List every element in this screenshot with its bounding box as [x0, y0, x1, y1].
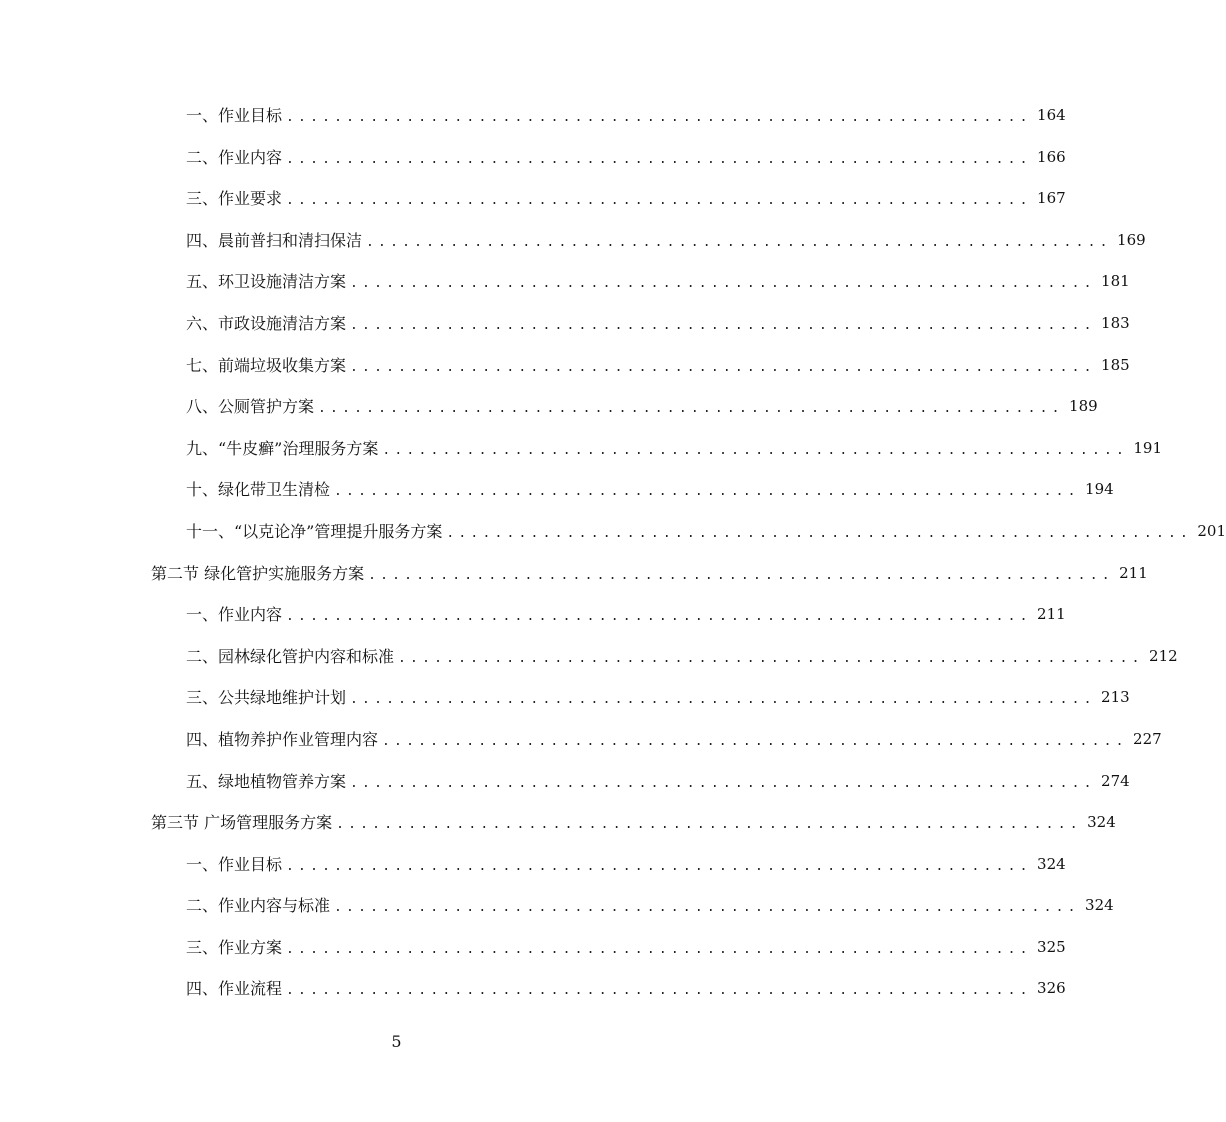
toc-entry[interactable]	[0, 178, 1066, 220]
toc-entry-label: 第二节 绿化管护实施服务方案	[151, 563, 365, 583]
toc-entry[interactable]	[0, 594, 1066, 636]
toc-entry-label: 七、前端垃圾收集方案	[186, 355, 347, 375]
toc-entry-page: 194	[1085, 480, 1114, 499]
toc-entry-page: 185	[1101, 355, 1130, 374]
toc-entry[interactable]	[0, 95, 1066, 137]
toc-entry-page: 201	[1197, 521, 1226, 540]
toc-entry[interactable]	[0, 636, 1178, 678]
toc-entry-page: 167	[1037, 189, 1066, 208]
toc-entry[interactable]	[0, 469, 1114, 511]
toc-dot-leader: ..............................................................	[446, 525, 1193, 541]
toc-dot-leader: ..............................................................	[334, 900, 1080, 916]
toc-dot-leader: ..............................................................	[334, 484, 1080, 500]
toc-dot-leader: ..............................................................	[286, 983, 1032, 999]
table-of-contents	[0, 95, 1226, 1010]
toc-entry-label: 二、作业内容	[186, 147, 283, 167]
toc-entry-page: 325	[1037, 937, 1066, 956]
toc-entry[interactable]	[0, 927, 1066, 969]
toc-entry[interactable]	[0, 719, 1162, 761]
toc-entry-label: 第三节 广场管理服务方案	[151, 813, 333, 833]
toc-entry-label: 一、作业目标	[186, 854, 283, 874]
footer-page-number: 5	[391, 1032, 402, 1051]
toc-entry-page: 211	[1037, 605, 1066, 624]
toc-entry[interactable]	[0, 968, 1066, 1010]
toc-entry[interactable]	[0, 677, 1130, 719]
toc-dot-leader: ..............................................................	[350, 359, 1096, 375]
toc-dot-leader: ..............................................................	[382, 442, 1129, 458]
toc-dot-leader: ..............................................................	[336, 817, 1082, 833]
toc-entry-page: 326	[1037, 979, 1066, 998]
toc-dot-leader: ..............................................................	[286, 609, 1032, 625]
toc-entry-label: 八、公厕管护方案	[186, 397, 315, 417]
toc-entry-page: 191	[1133, 438, 1163, 457]
toc-entry[interactable]	[0, 303, 1130, 345]
toc-entry[interactable]	[0, 511, 1226, 553]
toc-entry[interactable]	[0, 844, 1066, 886]
toc-entry-page: 324	[1087, 813, 1116, 832]
toc-entry-page: 166	[1037, 147, 1066, 166]
toc-section-entry[interactable]	[0, 553, 1148, 595]
toc-entry-page: 227	[1133, 729, 1162, 748]
toc-entry-page: 212	[1149, 646, 1178, 665]
toc-entry-label: 一、作业内容	[186, 605, 283, 625]
toc-entry-label: 三、作业要求	[186, 189, 283, 209]
toc-dot-leader: ..............................................................	[286, 193, 1032, 209]
toc-entry-label: 三、作业方案	[186, 937, 283, 957]
toc-entry[interactable]	[0, 345, 1130, 387]
toc-section-entry[interactable]	[0, 802, 1116, 844]
toc-entry-page: 324	[1085, 896, 1114, 915]
toc-dot-leader: ..............................................................	[366, 234, 1112, 250]
toc-entry[interactable]	[0, 220, 1146, 262]
toc-entry-page: 183	[1101, 313, 1130, 332]
toc-entry-label: 五、绿地植物管养方案	[186, 771, 347, 791]
toc-dot-leader: ..............................................................	[350, 276, 1096, 292]
toc-entry-label: 四、作业流程	[186, 979, 283, 999]
toc-dot-leader: ..............................................................	[318, 401, 1064, 417]
toc-dot-leader: ..............................................................	[286, 110, 1032, 125]
toc-dot-leader: ..............................................................	[350, 692, 1096, 708]
toc-entry-label: 五、环卫设施清洁方案	[186, 272, 347, 292]
toc-dot-leader: ..............................................................	[286, 941, 1032, 957]
toc-entry-label: 一、作业目标	[186, 106, 283, 125]
toc-entry-label: 十、绿化带卫生清检	[186, 480, 331, 500]
toc-entry-label: 九、“牛皮癣”治理服务方案	[186, 438, 379, 458]
toc-entry-page: 169	[1117, 230, 1146, 249]
toc-entry-label: 三、公共绿地维护计划	[186, 688, 347, 708]
toc-entry[interactable]	[0, 761, 1130, 803]
toc-entry-page: 213	[1101, 688, 1130, 707]
toc-entry[interactable]	[0, 386, 1098, 428]
toc-entry-page: 164	[1037, 106, 1066, 124]
toc-entry-label: 四、植物养护作业管理内容	[186, 729, 379, 749]
toc-entry-page: 189	[1069, 397, 1098, 416]
toc-entry-page: 181	[1101, 272, 1130, 291]
toc-entry-label: 十一、“以克论净”管理提升服务方案	[186, 521, 443, 541]
toc-dot-leader: ..............................................................	[286, 858, 1032, 874]
toc-entry-label: 二、作业内容与标准	[186, 896, 331, 916]
toc-entry-page: 324	[1037, 854, 1066, 873]
toc-entry-page: 274	[1101, 771, 1130, 790]
toc-entry[interactable]	[0, 137, 1066, 179]
toc-dot-leader: ..............................................................	[382, 733, 1128, 749]
toc-dot-leader: ..............................................................	[368, 567, 1114, 583]
toc-entry[interactable]	[0, 261, 1130, 303]
toc-entry-label: 二、园林绿化管护内容和标准	[186, 646, 395, 666]
toc-entry-page: 211	[1119, 563, 1148, 582]
toc-dot-leader: ..............................................................	[350, 317, 1096, 333]
toc-entry-label: 六、市政设施清洁方案	[186, 313, 347, 333]
toc-dot-leader: ..............................................................	[350, 775, 1096, 791]
toc-dot-leader: ..............................................................	[398, 650, 1144, 666]
toc-dot-leader: ..............................................................	[286, 151, 1032, 167]
toc-entry-label: 四、晨前普扫和清扫保洁	[186, 230, 363, 250]
toc-entry[interactable]	[0, 885, 1114, 927]
toc-entry[interactable]	[0, 428, 1163, 470]
